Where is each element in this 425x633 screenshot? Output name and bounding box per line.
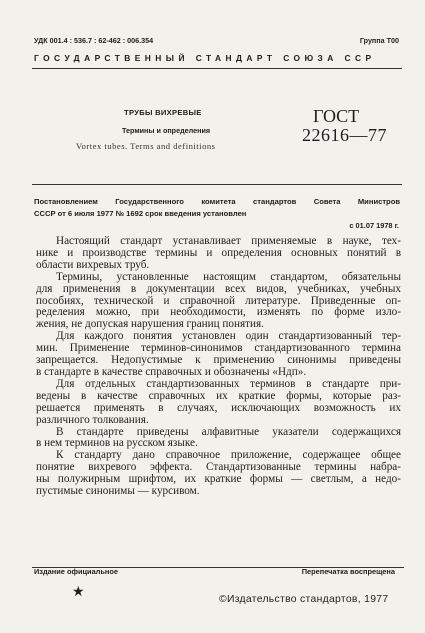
body-line: области вихревых труб.	[36, 258, 150, 271]
reprint-notice: Перепечатка воспрещена	[301, 567, 395, 576]
decree-line: СССР от 6 июля 1977 № 1692 срок введения установлен	[34, 208, 247, 218]
star-icon: ★	[72, 585, 85, 600]
group-code: Группа Т00	[359, 36, 399, 45]
decree-block	[34, 196, 400, 219]
body-line: решается применять в случаях, исключающих возможность их	[36, 401, 401, 414]
document-title-english: Vortex tubes. Terms and definitions	[76, 141, 216, 151]
body-line: в нем терминов на русском языке.	[36, 437, 198, 450]
body-line: К стандарту дано справочное приложение, содержащее общее	[56, 449, 401, 462]
body-line: ведены в качестве справочных их краткие формы, которые раз-	[36, 389, 401, 402]
body-line: понятие вихревого эффекта. Стандартизованные термины набра-	[36, 461, 401, 474]
body-line: мин. Применение терминов-синонимов стандартизованного термина	[36, 342, 401, 355]
document-subtitle: Термины и определения	[122, 126, 211, 135]
udk-code: УДК 001.4 : 536.7 : 62-462 : 006.354	[34, 36, 154, 45]
effective-date: с 01.07 1978 г.	[349, 221, 399, 230]
body-line: ны полужирным шрифтом, их краткие формы — светлым, а недо-	[36, 473, 401, 486]
body-line: Для отдельных стандартизованных терминов в стандарте при-	[56, 377, 401, 390]
official-edition-label: Издание официальное	[34, 567, 119, 576]
body-line: ределения можно, при необходимости, изменять по форме изло-	[36, 306, 401, 319]
body-line: в стандарте в качестве справочных и обозначены «Ндп».	[36, 365, 307, 378]
body-line: запрещается. Недопустимые к применению синонимы приведены	[36, 354, 401, 367]
body-text	[36, 236, 401, 498]
publisher-copyright: ©Издательство стандартов, 1977	[219, 594, 389, 605]
body-line: В стандарте приведены алфавитные указатели содержащихся	[56, 425, 401, 438]
header-rule	[32, 68, 402, 69]
body-line: для применения в документации всех видов, учебниках, учебных	[36, 282, 401, 295]
body-line: жения, не допуская нарушения границ понятия.	[36, 318, 264, 331]
body-line: Для каждого понятия установлен один стандартизованный тер-	[56, 330, 401, 343]
body-line: различного толкования.	[36, 413, 149, 426]
gost-number: 22616—77	[302, 125, 387, 145]
decree-line: Постановлением Государственного комитета стандартов Совета Министров	[34, 197, 400, 206]
body-line: Настоящий стандарт устанавливает применяемые в науке, тех-	[56, 235, 401, 247]
state-standard-banner: ГОСУДАРСТВЕННЫЙ СТАНДАРТ СОЮЗА ССР	[34, 53, 376, 63]
title-rule	[32, 184, 402, 185]
body-line: Термины, установленные настоящим стандартом, обязательны	[56, 270, 401, 283]
gost-label: ГОСТ	[313, 106, 360, 126]
body-line: пособиях, технической и справочной литературе. Приведенные оп-	[36, 294, 401, 307]
document-title: ТРУБЫ ВИХРЕВЫЕ	[124, 108, 202, 117]
body-line: пустимые синонимы — курсивом.	[36, 485, 200, 498]
body-line: нике и производстве термины и определения основных понятий в	[36, 246, 401, 259]
